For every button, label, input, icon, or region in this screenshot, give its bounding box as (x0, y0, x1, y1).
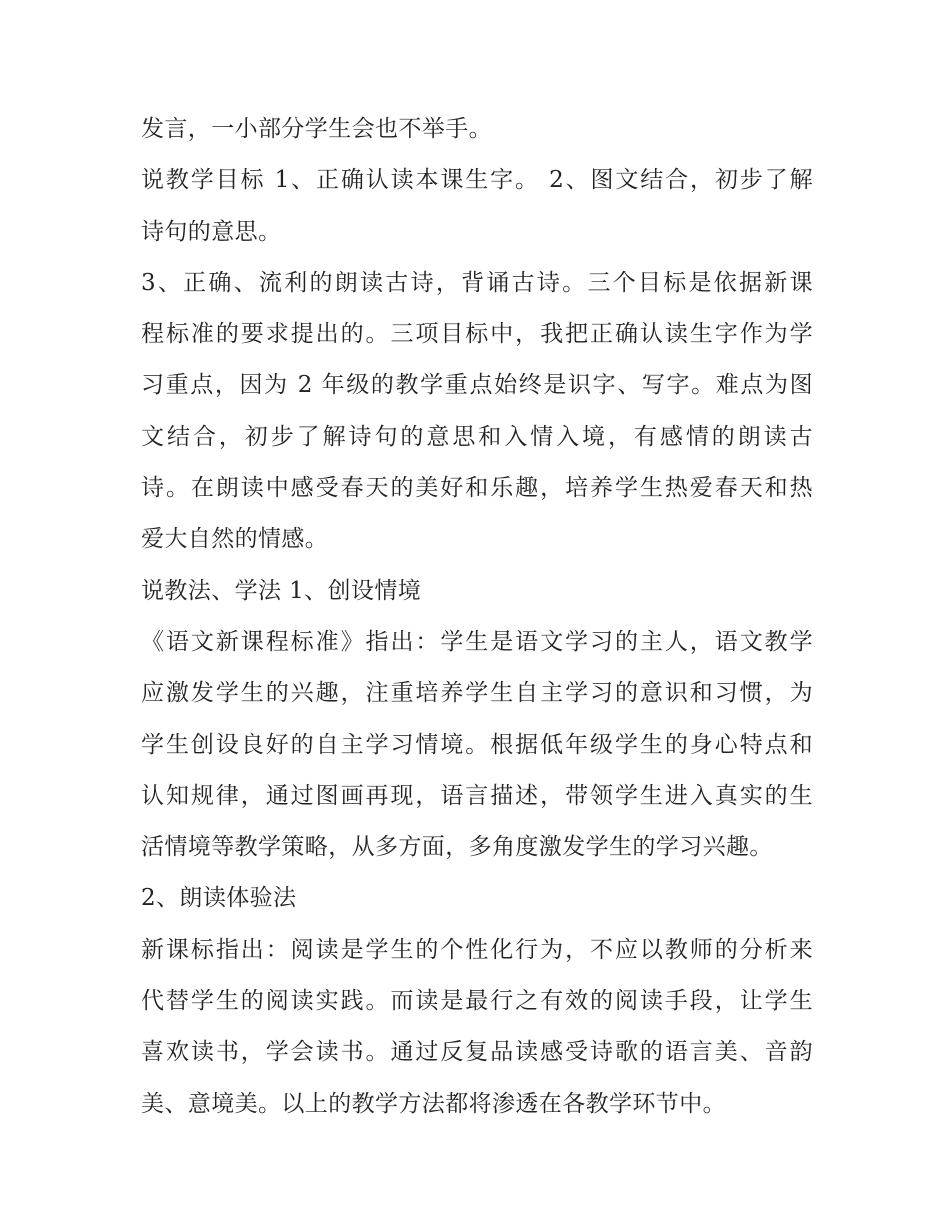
text-line: 2、朗读体验法 (141, 885, 297, 912)
text-line: 喜欢读书，学会读书。通过反复品读感受诗歌的语言美、音韵 (141, 1039, 813, 1066)
text-line: 习重点，因为 2 年级的教学重点始终是识字、写字。难点为图 (141, 372, 813, 399)
text-line: 3、正确、流利的朗读古诗，背诵古诗。三个目标是依据新课 (141, 269, 813, 296)
text-line: 文结合，初步了解诗句的意思和入情入境，有感情的朗读古 (141, 423, 813, 450)
text-line: 代替学生的阅读实践。而读是最行之有效的阅读手段，让学生 (141, 988, 813, 1015)
text-line: 认知规律，通过图画再现，语言描述，带领学生进入真实的生 (141, 782, 813, 809)
paragraph-p6 (141, 873, 813, 924)
text-line: 活情境等教学策略，从多方面，多角度激发学生的学习兴趣。 (141, 834, 773, 861)
paragraph-p5 (141, 617, 813, 873)
paragraph-p1 (141, 104, 813, 155)
text-line: 发言，一小部分学生会也不举手。 (141, 116, 492, 142)
paragraph-p4 (141, 566, 813, 617)
paragraph-p7 (141, 925, 813, 1130)
text-line: 美、意境美。以上的教学方法都将渗透在各教学环节中。 (141, 1090, 726, 1117)
paragraph-p3 (141, 258, 813, 566)
paragraph-p2 (141, 155, 813, 258)
text-line: 诗。在朗读中感受春天的美好和乐趣，培养学生热爱春天和热 (141, 475, 813, 502)
text-line: 新课标指出：阅读是学生的个性化行为，不应以教师的分析来 (141, 936, 813, 963)
document-body (141, 104, 813, 1130)
text-line: 爱大自然的情感。 (141, 526, 329, 553)
text-line: 说教法、学法 1、创设情境 (141, 577, 422, 604)
text-line: 《语文新课程标准》指出：学生是语文学习的主人，语文教学 (141, 628, 813, 655)
text-line: 学生创设良好的自主学习情境。根据低年级学生的身心特点和 (141, 731, 813, 758)
text-line: 诗句的意思。 (141, 218, 282, 245)
text-line: 应激发学生的兴趣，注重培养学生自主学习的意识和习惯，为 (141, 680, 813, 707)
text-line: 程标准的要求提出的。三项目标中，我把正确认读生字作为学 (141, 321, 813, 348)
text-line: 说教学目标 1、正确认读本课生字。 2、图文结合，初步了解 (141, 167, 813, 194)
